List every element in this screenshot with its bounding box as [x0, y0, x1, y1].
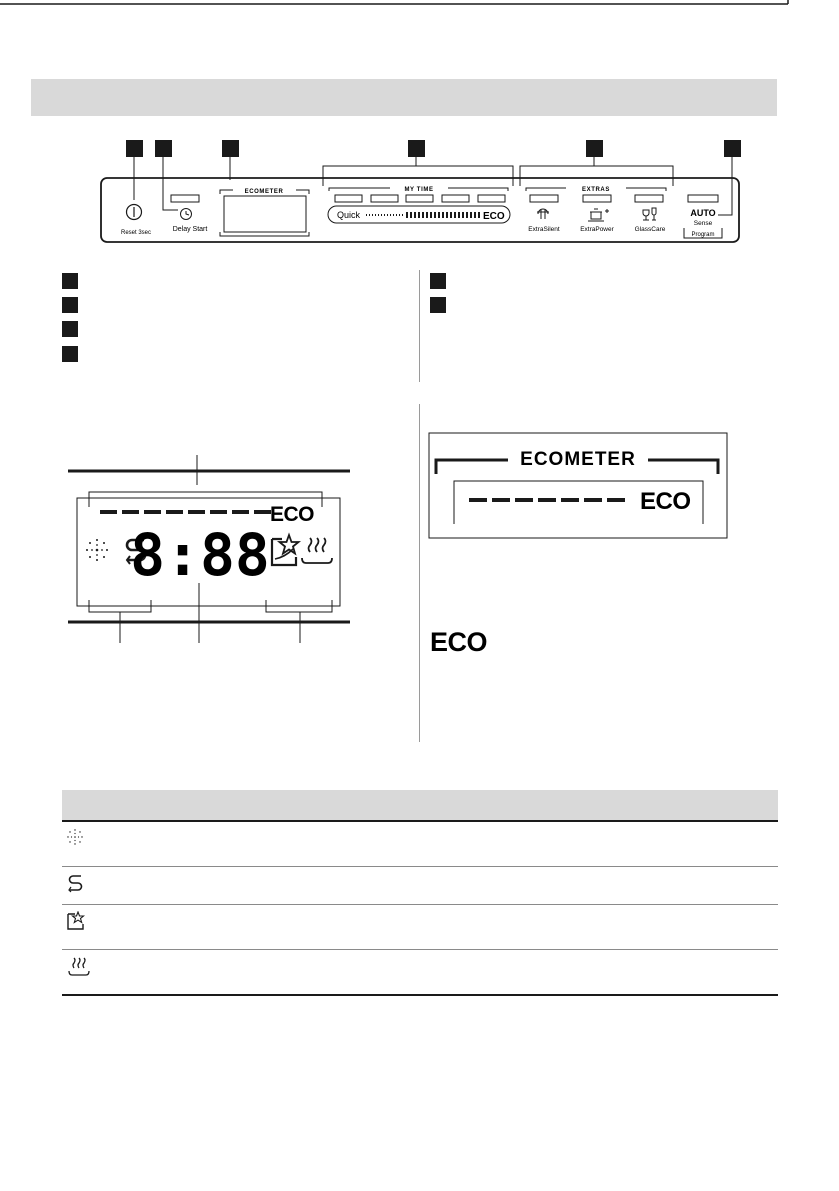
callout-badge — [408, 140, 425, 157]
legend-badge — [62, 346, 78, 362]
legend-badge — [62, 321, 78, 337]
section-header-band — [31, 79, 777, 116]
column-divider — [419, 270, 420, 382]
glass-care-icon[interactable] — [643, 208, 656, 220]
drying-heat-icon — [302, 538, 332, 563]
table-header-cell — [186, 790, 778, 821]
delay-start-led — [171, 195, 199, 202]
program-label: Program — [691, 232, 715, 238]
eco-label: ECO — [483, 211, 505, 222]
glass-care-label: GlassCare — [634, 226, 666, 233]
ecometer-title: ECOMETER — [520, 449, 636, 470]
reset-label: Reset 3sec — [120, 230, 152, 236]
description-cell — [186, 905, 778, 950]
ecometer-illustration — [428, 432, 730, 540]
sense-label: Sense — [693, 220, 713, 227]
callout-badge — [155, 140, 172, 157]
table-row — [62, 867, 778, 905]
description-cell — [186, 950, 778, 996]
delay-start-label: Delay Start — [172, 226, 208, 233]
callout-badge — [724, 140, 741, 157]
column-divider — [419, 404, 420, 742]
callout-badge — [586, 140, 603, 157]
table-header-cell — [62, 790, 186, 821]
symbol-cell — [62, 950, 186, 996]
legend-badge — [62, 273, 78, 289]
sparkle-dots-icon — [66, 828, 84, 846]
quick-label: Quick — [337, 210, 361, 220]
extra-power-icon[interactable] — [588, 209, 609, 221]
description-cell — [186, 821, 778, 867]
ecometer-window — [224, 196, 306, 232]
my-time-led — [406, 195, 433, 202]
my-time-led — [478, 195, 505, 202]
callout-badge — [222, 140, 239, 157]
extra-silent-led — [530, 195, 558, 202]
symbols-table — [62, 790, 778, 996]
symbol-cell — [62, 821, 186, 867]
description-cell — [186, 867, 778, 905]
my-time-label: MY TIME — [404, 187, 434, 193]
symbol-cell — [62, 867, 186, 905]
symbol-cell — [62, 905, 186, 950]
legend-badge — [430, 297, 446, 313]
extra-silent-label: ExtraSilent — [528, 226, 560, 233]
glass-care-led — [635, 195, 663, 202]
dishes-star-icon — [66, 911, 86, 931]
legend-badge — [430, 273, 446, 289]
legend-badge — [62, 297, 78, 313]
dishes-star-icon — [272, 535, 299, 565]
display-digits: 8:88 — [130, 521, 270, 589]
sparkle-dots-icon — [86, 539, 108, 561]
my-time-led — [442, 195, 469, 202]
ecometer-label: ECOMETER — [244, 189, 284, 195]
callout-badge — [126, 140, 143, 157]
display-eco-bar — [100, 510, 271, 514]
table-header-row — [62, 790, 778, 821]
extra-power-label: ExtraPower — [580, 226, 614, 233]
eco-symbol-label: ECO — [430, 628, 488, 656]
my-time-led — [371, 195, 398, 202]
table-row — [62, 905, 778, 950]
display-illustration — [60, 455, 360, 645]
extras-label: EXTRAS — [582, 187, 610, 193]
extra-power-led — [583, 195, 611, 202]
ecometer-eco-label: ECO — [640, 488, 691, 515]
drying-heat-icon — [66, 956, 92, 978]
eco-symbol-icon — [430, 628, 490, 656]
extra-silent-icon[interactable] — [537, 209, 549, 219]
control-panel-illustration — [0, 130, 839, 250]
auto-label[interactable]: AUTO — [690, 208, 716, 218]
table-row — [62, 821, 778, 867]
ecometer-bar — [469, 498, 625, 502]
auto-sense-led — [688, 195, 718, 202]
table-row — [62, 950, 778, 996]
refill-s-icon — [66, 873, 84, 893]
display-eco-label: ECO — [270, 503, 315, 526]
top-rule — [0, 0, 839, 10]
my-time-led — [335, 195, 362, 202]
